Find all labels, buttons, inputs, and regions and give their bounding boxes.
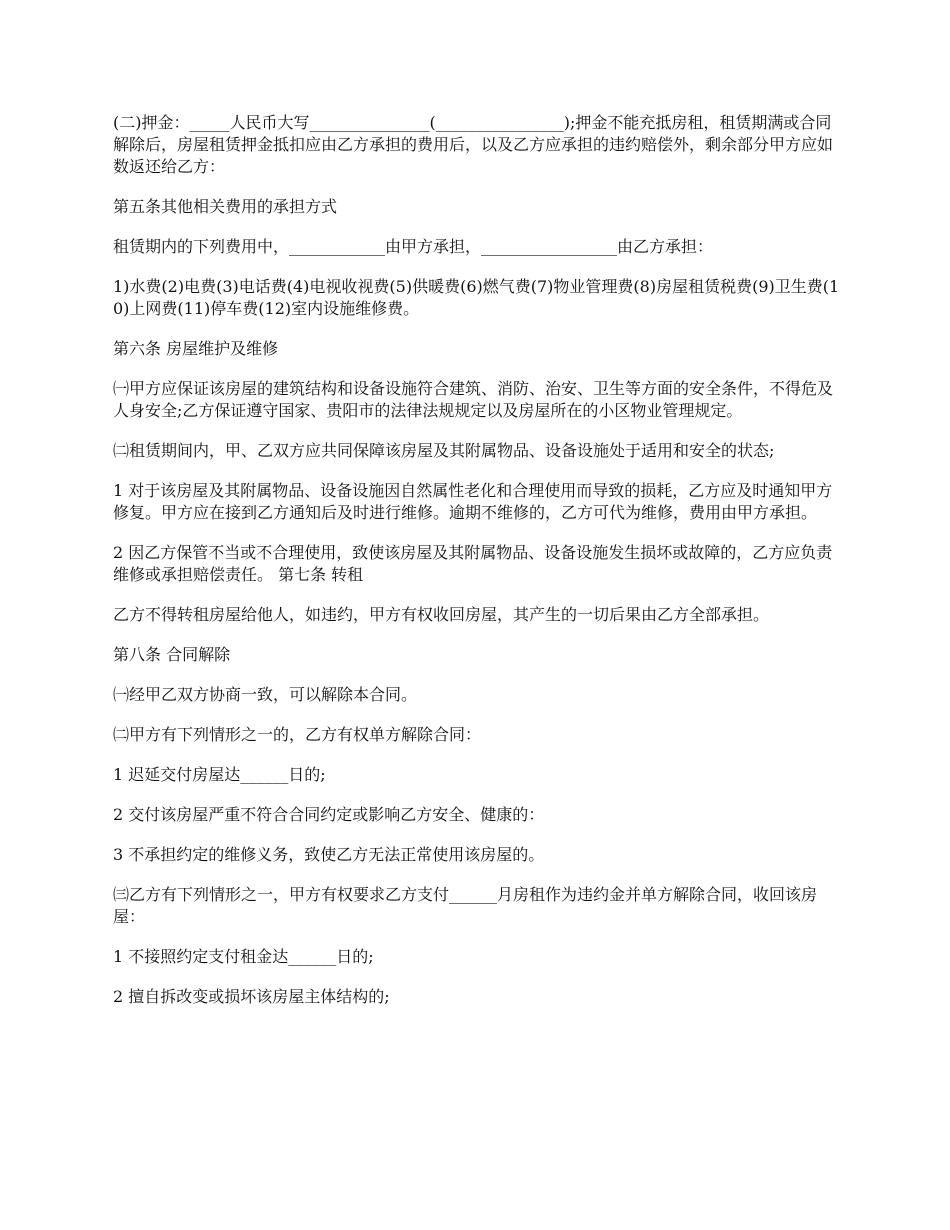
article-8-heading: 第八条 合同解除 bbox=[113, 645, 231, 664]
article-8-clause-2-item-2: 2 交付该房屋严重不符合合同约定或影响乙方安全、健康的： bbox=[113, 805, 545, 824]
article-8-clause-1: ㈠经甲乙双方协商一致，可以解除本合同。 bbox=[113, 685, 418, 704]
fees-allocation-paragraph: 租赁期内的下列费用中，____________由甲方承担，_________________由乙方承担： bbox=[113, 237, 714, 256]
sublease-paragraph: 乙方不得转租房屋给他人，如违约，甲方有权收回房屋，其产生的一切后果由乙方全部承担。 bbox=[113, 605, 770, 624]
article-6-item-2: 2 因乙方保管不当或不合理使用，致使该房屋及其附属物品、设备设施发生损坏或故障的，乙方应负责维修或承担赔偿责任。 第七条 转租 bbox=[113, 543, 833, 584]
article-6-clause-2: ㈡租赁期间内，甲、乙双方应共同保障该房屋及其附属物品、设备设施处于适用和安全的状态; bbox=[113, 441, 775, 460]
article-8-clause-2-item-3: 3 不承担约定的维修义务，致使乙方无法正常使用该房屋的。 bbox=[113, 845, 545, 864]
fees-list-paragraph: 1)水费(2)电费(3)电话费(4)电视收视费(5)供暖费(6)燃气费(7)物业管理费(8)房屋租赁税费(9)卫生费(10)上网费(11)停车费(12)室内设施维修费。 bbox=[113, 277, 840, 318]
article-5-heading: 第五条其他相关费用的承担方式 bbox=[113, 197, 338, 216]
article-8-clause-3-item-2: 2 擅自拆改变或损坏该房屋主体结构的; bbox=[113, 987, 390, 1006]
article-6-clause-1: ㈠甲方应保证该房屋的建筑结构和设备设施符合建筑、消防、治安、卫生等方面的安全条件，不得危及人身安全;乙方保证遵守国家、贵阳市的法律法规规定以及房屋所在的小区物业管理规定。 bbox=[113, 379, 834, 420]
article-8-clause-2: ㈡甲方有下列情形之一的，乙方有权单方解除合同： bbox=[113, 725, 482, 744]
article-8-clause-2-item-1: 1 迟延交付房屋达______日的; bbox=[113, 765, 326, 784]
deposit-paragraph: (二)押金：_____人民币大写_______________(________________);押金不能充抵房租，租赁期满或合同解除后，房屋租赁押金抵扣应由乙方承担的费用后，以及乙方应承担的违约赔偿外，剩余部分甲方应如数返还给乙方： bbox=[113, 113, 834, 176]
article-8-clause-3: ㈢乙方有下列情形之一，甲方有权要求乙方支付______月房租作为违约金并单方解除合同，收回该房屋： bbox=[113, 885, 818, 926]
document-page bbox=[113, 112, 843, 1026]
article-6-heading: 第六条 房屋维护及维修 bbox=[113, 339, 279, 358]
article-6-item-1: 1 对于该房屋及其附属物品、设备设施因自然属性老化和合理使用而导致的损耗，乙方应及时通知甲方修复。甲方应在接到乙方通知后及时进行维修。逾期不维修的，乙方可代为维修，费用由甲方承担。 bbox=[113, 481, 833, 522]
article-8-clause-3-item-1: 1 不接照约定支付租金达______日的; bbox=[113, 947, 374, 966]
